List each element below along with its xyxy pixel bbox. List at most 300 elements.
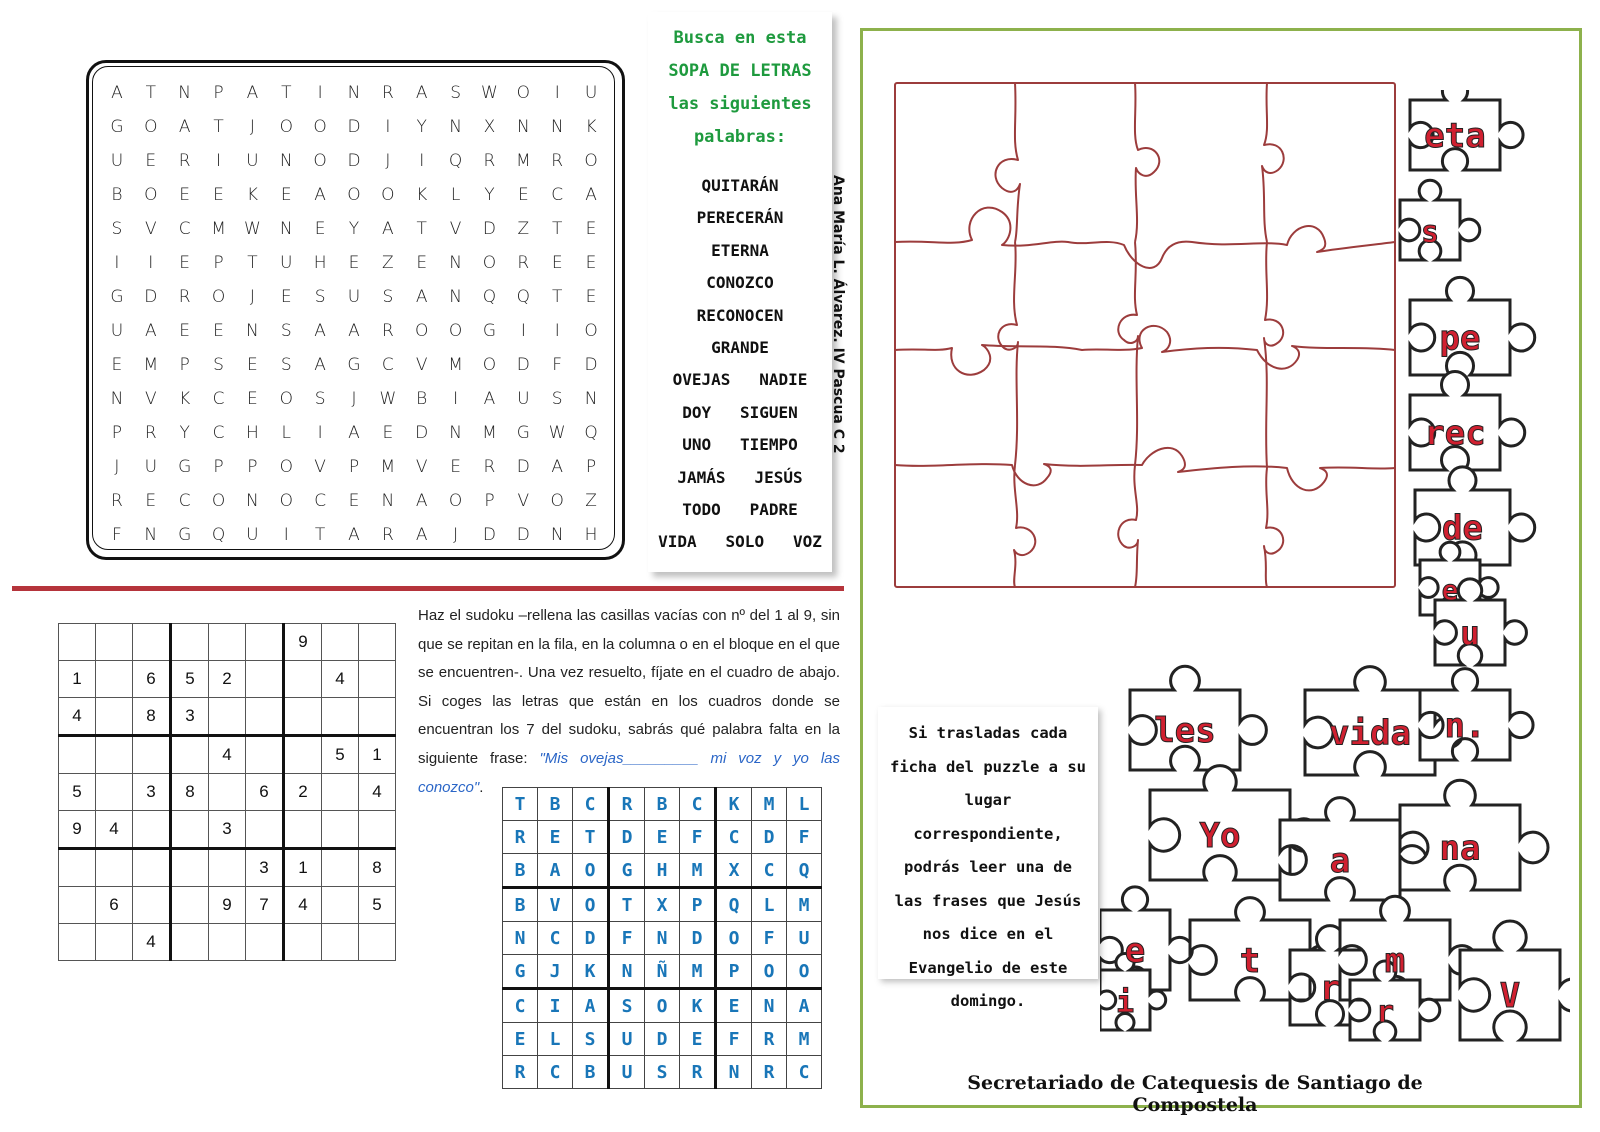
letter-grid-cell: U xyxy=(787,922,822,955)
sudoku-cell[interactable]: 6 xyxy=(246,774,284,811)
word-search-letter: I xyxy=(520,321,526,341)
letter-grid xyxy=(502,787,822,1089)
word-search-letter: I xyxy=(148,253,154,273)
word-search-letter: N xyxy=(550,525,564,545)
word-search-letter: T xyxy=(552,219,563,239)
word-search-letter: M xyxy=(143,355,159,375)
word-search-letter: K xyxy=(416,185,428,205)
puzzle-piece-label: pe xyxy=(1439,318,1481,359)
sudoku-cell[interactable] xyxy=(59,849,96,887)
word-search-letter: P xyxy=(179,355,190,375)
letter-grid-cell: U xyxy=(609,1023,645,1056)
sudoku-cell[interactable] xyxy=(284,924,322,961)
sudoku-grid xyxy=(58,623,396,961)
sudoku-cell[interactable]: 5 xyxy=(171,661,209,698)
letter-grid-cell: O xyxy=(716,922,752,955)
sudoku-cell[interactable] xyxy=(96,698,133,736)
letter-grid-cell: C xyxy=(503,989,538,1023)
puzzle-piece-label: u xyxy=(1460,614,1480,653)
letter-grid-cell: B xyxy=(645,788,680,821)
word-search-letter: C xyxy=(178,491,191,511)
word-search-letter: O xyxy=(584,151,598,171)
word-search-letter: P xyxy=(213,253,224,273)
puzzle-piece-label: n. xyxy=(1444,706,1486,746)
sudoku-cell[interactable]: 2 xyxy=(209,661,246,698)
word-search-letter: W xyxy=(548,423,566,443)
word-search-letter: O xyxy=(144,117,158,137)
sudoku-cell[interactable]: 5 xyxy=(359,887,396,924)
sudoku-cell[interactable] xyxy=(322,887,359,924)
word-search-letter: M xyxy=(211,219,226,239)
word-search-letter: L xyxy=(450,185,461,205)
puzzle-piece-label: e xyxy=(1441,574,1459,607)
word-list-item: DOY SIGUEN xyxy=(682,402,798,422)
word-search-instructions xyxy=(648,12,832,572)
word-search-letter: Y xyxy=(484,185,495,205)
sudoku-cell[interactable]: 4 xyxy=(209,736,246,774)
sudoku-cell[interactable]: 4 xyxy=(96,811,133,849)
letter-grid-cell: N xyxy=(752,989,787,1023)
word-search-letter: S xyxy=(280,321,292,341)
sudoku-row xyxy=(59,887,396,924)
word-search-letter: Q xyxy=(448,151,463,171)
sudoku-cell[interactable] xyxy=(59,736,96,774)
letter-grid-cell: X xyxy=(645,888,680,922)
word-search-letter: E xyxy=(179,321,191,341)
sudoku-cell[interactable]: 5 xyxy=(59,774,96,811)
word-search-letter: O xyxy=(448,321,463,341)
word-search-letter: E xyxy=(280,287,292,307)
word-search-letter: T xyxy=(247,253,258,273)
word-search-letter: N xyxy=(246,321,259,341)
word-search-letter: S xyxy=(314,389,326,409)
word-list-item: OVEJAS NADIE xyxy=(672,370,808,390)
letter-grid-cell: E xyxy=(645,821,680,854)
puzzle-piece-label: i xyxy=(1115,985,1135,1020)
sudoku-cell[interactable]: 1 xyxy=(284,849,322,887)
puzzle-piece-label: e xyxy=(1124,931,1146,971)
word-search-letter: E xyxy=(145,491,157,511)
instructions-line: las siguientes xyxy=(668,94,812,114)
word-search-letter: P xyxy=(213,83,224,103)
letter-grid-cell: E xyxy=(538,821,573,854)
word-search-letter: O xyxy=(313,151,327,171)
sudoku-cell[interactable]: 1 xyxy=(59,661,96,698)
word-search-letter: N xyxy=(347,83,361,103)
word-search-letter: M xyxy=(448,355,463,375)
puzzle-piece[interactable] xyxy=(1400,180,1480,260)
word-search-letter: Z xyxy=(517,219,530,239)
sudoku-cell[interactable]: 4 xyxy=(284,887,322,924)
sudoku-cell[interactable] xyxy=(171,624,209,661)
word-search-letter: V xyxy=(415,457,428,477)
puzzle-piece-label: V xyxy=(1499,976,1521,1016)
word-search-letter: R xyxy=(483,151,496,171)
sudoku-cell[interactable]: 4 xyxy=(59,698,96,736)
word-search-letter: E xyxy=(179,253,191,273)
sudoku-cell[interactable] xyxy=(284,811,322,849)
letter-grid-cell: O xyxy=(645,989,680,1023)
word-search-letter: T xyxy=(314,525,326,545)
word-search-letter: R xyxy=(551,151,564,171)
word-search-letter: S xyxy=(382,287,394,307)
sudoku-cell[interactable] xyxy=(96,924,133,961)
word-list-item: GRANDE xyxy=(711,338,769,358)
letter-grid-cell: H xyxy=(645,854,680,888)
sudoku-cell[interactable] xyxy=(322,849,359,887)
sudoku-cell[interactable] xyxy=(171,811,209,849)
letter-grid-row xyxy=(503,1056,822,1089)
sudoku-cell[interactable] xyxy=(171,887,209,924)
letter-grid-cell: C xyxy=(787,1056,822,1089)
letter-grid-cell: N xyxy=(503,922,538,955)
sudoku-row xyxy=(59,698,396,736)
word-search-letter: O xyxy=(347,185,361,205)
sudoku-row xyxy=(59,736,396,774)
word-search-letter: O xyxy=(211,491,226,511)
letter-grid-cell: M xyxy=(680,854,716,888)
sudoku-cell[interactable] xyxy=(246,811,284,849)
sudoku-cell[interactable]: 8 xyxy=(359,849,396,887)
sudoku-cell[interactable]: 5 xyxy=(322,736,359,774)
word-search-letter: O xyxy=(313,117,327,137)
word-search-letter: Q xyxy=(516,287,531,307)
letter-grid-row xyxy=(503,888,822,922)
word-search-letter: Q xyxy=(482,287,497,307)
word-search-letter: D xyxy=(482,525,496,545)
word-search-letter: S xyxy=(450,83,461,103)
word-search-letter: A xyxy=(551,457,564,477)
letter-grid-cell: D xyxy=(609,821,645,854)
letter-grid-cell: R xyxy=(503,1056,538,1089)
word-search-letter: E xyxy=(111,355,123,375)
word-search-letter: D xyxy=(516,355,530,375)
letter-grid-cell: O xyxy=(752,955,787,989)
word-search-letter: W xyxy=(481,83,498,103)
letter-grid-cell: N xyxy=(645,922,680,955)
letter-grid-cell: R xyxy=(752,1023,787,1056)
scattered-puzzle-pieces xyxy=(1100,90,1570,1070)
letter-grid-cell: C xyxy=(573,788,609,821)
word-search-letter: X xyxy=(483,117,496,137)
word-search-letter: U xyxy=(110,321,124,341)
sudoku-cell[interactable]: 7 xyxy=(246,887,284,924)
sudoku-cell[interactable] xyxy=(284,736,322,774)
word-search-letter: A xyxy=(415,491,428,511)
sudoku-cell[interactable]: 4 xyxy=(133,924,171,961)
word-search-letter: I xyxy=(216,151,222,171)
word-search-letter: E xyxy=(585,219,597,239)
word-search-letter: S xyxy=(213,355,224,375)
sudoku-cell[interactable] xyxy=(322,924,359,961)
puzzle-piece-label: na xyxy=(1439,828,1481,869)
sudoku-cell[interactable]: 8 xyxy=(171,774,209,811)
word-search-letter: Y xyxy=(348,219,360,239)
puzzle-piece-label: les xyxy=(1154,711,1216,751)
word-search-letter: M xyxy=(380,457,396,477)
word-search-letter: J xyxy=(385,151,391,171)
sudoku-cell[interactable] xyxy=(209,849,246,887)
sudoku-cell[interactable] xyxy=(209,924,246,961)
word-search-letter: E xyxy=(247,355,258,375)
word-search-letter: N xyxy=(178,83,192,103)
sudoku-cell[interactable]: 6 xyxy=(133,661,171,698)
sudoku-cell[interactable] xyxy=(133,887,171,924)
word-search-letter: O xyxy=(482,253,497,273)
sudoku-cell[interactable] xyxy=(209,698,246,736)
footer-credit: Secretariado de Catequesis de Santiago de Compostela xyxy=(967,1072,1423,1116)
sudoku-cell[interactable]: 4 xyxy=(359,774,396,811)
sudoku-cell[interactable] xyxy=(359,698,396,736)
puzzle-instructions-box xyxy=(878,707,1098,1010)
letter-grid-cell: M xyxy=(787,1023,822,1056)
word-search-letter: F xyxy=(552,355,563,375)
word-search-letter: A xyxy=(382,219,394,239)
word-search-letter: E xyxy=(247,389,258,409)
letter-grid-cell: R xyxy=(503,821,538,854)
sudoku-cell[interactable] xyxy=(322,811,359,849)
sudoku-cell[interactable]: 3 xyxy=(246,849,284,887)
word-search-letter: N xyxy=(449,253,462,273)
letter-grid-cell: U xyxy=(609,1056,645,1089)
letter-grid-row xyxy=(503,854,822,888)
puzzle-piece-label: s xyxy=(1420,215,1440,250)
sudoku-cell[interactable]: 2 xyxy=(284,774,322,811)
word-search-letter: S xyxy=(111,219,123,239)
word-list-item: QUITARÁN xyxy=(701,176,779,195)
sudoku-cell[interactable]: 4 xyxy=(322,661,359,698)
word-search-letter: P xyxy=(111,423,123,443)
sudoku-cell[interactable] xyxy=(59,887,96,924)
word-search-letter: A xyxy=(246,83,259,103)
word-search-letter: P xyxy=(247,457,258,477)
sudoku-cell[interactable] xyxy=(96,849,133,887)
word-search-letter: A xyxy=(348,321,360,341)
letter-grid-cell: A xyxy=(787,989,822,1023)
word-search-letter: O xyxy=(550,491,564,511)
word-search-letter: A xyxy=(415,525,428,545)
word-search-letter: T xyxy=(281,83,292,103)
letter-grid-cell: A xyxy=(573,989,609,1023)
sudoku-cell[interactable] xyxy=(322,624,359,661)
word-search-letter: E xyxy=(179,185,191,205)
puzzle-piece-label: vida xyxy=(1329,713,1411,754)
letter-grid-cell: B xyxy=(503,854,538,888)
word-search-letter: U xyxy=(347,287,361,307)
word-search-letter: U xyxy=(246,525,259,545)
sudoku-cell[interactable] xyxy=(171,924,209,961)
sudoku-cell[interactable] xyxy=(359,624,396,661)
word-search-letter: U xyxy=(280,253,293,273)
word-search-letter: J xyxy=(249,287,255,307)
letter-grid-cell: P xyxy=(680,888,716,922)
instructions-line: SOPA DE LETRAS xyxy=(668,61,812,81)
word-list-item: VIDA SOLO VOZ xyxy=(658,532,822,552)
word-search-letter: E xyxy=(382,423,394,443)
sudoku-cell[interactable] xyxy=(171,849,209,887)
word-search-letter: R xyxy=(178,151,191,171)
word-search-letter: M xyxy=(482,423,497,443)
sudoku-cell[interactable]: 3 xyxy=(209,811,246,849)
letter-grid-cell: T xyxy=(609,888,645,922)
sudoku-row xyxy=(59,624,396,661)
sudoku-cell[interactable] xyxy=(133,736,171,774)
word-search-letter: E xyxy=(517,185,529,205)
sudoku-cell[interactable] xyxy=(246,698,284,736)
sudoku-cell[interactable]: 9 xyxy=(284,624,322,661)
instructions-line: Busca en esta xyxy=(673,28,807,48)
word-search-letter: P xyxy=(484,491,495,511)
puzzle-piece-label: a xyxy=(1329,841,1351,881)
word-search-letter: O xyxy=(415,321,429,341)
word-list-item: ETERNA xyxy=(711,240,769,260)
letter-grid-row xyxy=(503,1023,822,1056)
sudoku-cell[interactable] xyxy=(59,924,96,961)
letter-grid-cell: T xyxy=(503,788,538,821)
word-search-letter: O xyxy=(584,321,598,341)
sudoku-cell[interactable] xyxy=(359,811,396,849)
letter-grid-cell: A xyxy=(538,854,573,888)
word-search-letter: P xyxy=(213,457,224,477)
word-search-letter: A xyxy=(415,83,428,103)
word-search-letter: N xyxy=(449,117,462,137)
sudoku-cell[interactable]: 6 xyxy=(96,887,133,924)
word-search-letter: G xyxy=(178,457,192,477)
word-search-letter: Y xyxy=(416,117,427,137)
sudoku-cell[interactable] xyxy=(246,736,284,774)
word-search-letter: V xyxy=(449,219,462,239)
word-search-letter: C xyxy=(178,219,191,239)
word-search-letter: E xyxy=(314,219,326,239)
word-search-letter: A xyxy=(314,321,326,341)
sudoku-cell[interactable] xyxy=(209,774,246,811)
word-search-letter: V xyxy=(415,355,428,375)
sudoku-cell[interactable] xyxy=(284,698,322,736)
word-search-letter: D xyxy=(347,117,361,137)
word-search-letter: A xyxy=(314,355,326,375)
sudoku-cell[interactable]: 3 xyxy=(171,698,209,736)
sudoku-cell[interactable] xyxy=(59,624,96,661)
sudoku-cell[interactable] xyxy=(246,924,284,961)
word-search-letter: C xyxy=(551,185,564,205)
word-search-letter: N xyxy=(449,287,462,307)
word-search-letter: N xyxy=(584,389,598,409)
word-search-letter: D xyxy=(482,219,496,239)
sudoku-cell[interactable]: 8 xyxy=(133,698,171,736)
letter-grid-cell: M xyxy=(752,788,787,821)
word-search-letter: A xyxy=(348,423,360,443)
sudoku-cell[interactable]: 9 xyxy=(59,811,96,849)
word-search-letter: E xyxy=(551,253,563,273)
word-search-letter: B xyxy=(111,185,123,205)
letter-grid-cell: P xyxy=(716,955,752,989)
sudoku-cell[interactable] xyxy=(246,624,284,661)
puzzle-piece-label: r xyxy=(1375,995,1395,1030)
word-search-letter: I xyxy=(554,83,560,103)
word-search-letter: O xyxy=(279,457,293,477)
word-search-letter: E xyxy=(348,253,360,273)
letter-grid-cell: B xyxy=(538,788,573,821)
letter-grid-cell: L xyxy=(752,888,787,922)
letter-grid-cell: O xyxy=(787,955,822,989)
word-search-grid xyxy=(100,76,608,552)
word-search-letter: N xyxy=(449,423,462,443)
sudoku-cell[interactable] xyxy=(96,774,133,811)
word-search-letter: Z xyxy=(382,253,394,273)
sudoku-cell[interactable] xyxy=(171,736,209,774)
word-search-letter: O xyxy=(279,491,293,511)
letter-grid-cell: R xyxy=(680,1056,716,1089)
sudoku-cell[interactable] xyxy=(96,661,133,698)
letter-grid-cell: X xyxy=(716,854,752,888)
sudoku-cell[interactable] xyxy=(246,661,284,698)
sudoku-cell[interactable] xyxy=(322,698,359,736)
word-search-letter: H xyxy=(245,423,259,443)
word-search-letter: E xyxy=(348,491,360,511)
sudoku-cell[interactable] xyxy=(322,774,359,811)
sudoku-row xyxy=(59,774,396,811)
word-search-letter: K xyxy=(585,117,597,137)
puzzle-piece-label: rec xyxy=(1424,413,1486,454)
word-search-letter: O xyxy=(211,287,226,307)
word-search-letter: A xyxy=(348,525,360,545)
puzzle-piece-label: m xyxy=(1384,941,1406,981)
word-search-letter: U xyxy=(110,151,124,171)
letter-grid-cell: F xyxy=(752,922,787,955)
sudoku-cell[interactable] xyxy=(359,924,396,961)
letter-grid-row xyxy=(503,821,822,854)
letter-grid-cell: F xyxy=(609,922,645,955)
sudoku-instructions-text: Haz el sudoku –rellena las casillas vacías con nº del 1 al 9, sin que se repitan en la fila, en la columna o en el bloque en el que se encuentren-. Una vez resuelto, fíjate en el cuadro de abajo. Si coges las letras que están en los cuadros donde se encuentran los 7 del sudoku, sabrás qué palabra falta en la siguiente frase: xyxy=(418,607,840,767)
letter-grid-cell: L xyxy=(538,1023,573,1056)
sudoku-cell[interactable]: 9 xyxy=(209,887,246,924)
word-search-letter: V xyxy=(144,219,157,239)
sudoku-cell[interactable] xyxy=(284,661,322,698)
word-search-letter: H xyxy=(313,253,327,273)
word-search-letter: D xyxy=(144,287,158,307)
sudoku-quote: "Mis ovejas_________ mi voz y yo las conozco" xyxy=(418,749,840,796)
word-search-letter: C xyxy=(212,423,225,443)
word-search-letter: E xyxy=(213,185,224,205)
word-search-letter: N xyxy=(279,219,293,239)
letter-grid-cell: E xyxy=(503,1023,538,1056)
sudoku-cell[interactable] xyxy=(133,849,171,887)
letter-grid-cell: C xyxy=(680,788,716,821)
word-search-letter: J xyxy=(114,457,120,477)
word-search-letter: O xyxy=(482,355,497,375)
word-search-letter: R xyxy=(381,321,394,341)
sudoku-cell[interactable]: 1 xyxy=(359,736,396,774)
word-search-letter: U xyxy=(584,83,598,103)
letter-grid-cell: B xyxy=(503,888,538,922)
sudoku-cell[interactable] xyxy=(209,624,246,661)
sudoku-cell[interactable] xyxy=(133,624,171,661)
sudoku-cell[interactable]: 3 xyxy=(133,774,171,811)
sudoku-cell[interactable] xyxy=(133,811,171,849)
sudoku-cell[interactable] xyxy=(96,736,133,774)
word-search-letter: I xyxy=(419,151,425,171)
letter-grid-cell: C xyxy=(716,821,752,854)
word-search-letter: T xyxy=(145,83,156,103)
word-search-letter: P xyxy=(585,457,597,477)
sudoku-cell[interactable] xyxy=(96,624,133,661)
word-search-letter: R xyxy=(483,457,496,477)
word-search-letter: I xyxy=(317,83,323,103)
word-search-letter: F xyxy=(112,525,122,545)
letter-grid-cell: G xyxy=(609,854,645,888)
letter-grid-cell: K xyxy=(573,955,609,989)
sudoku-cell[interactable] xyxy=(359,661,396,698)
